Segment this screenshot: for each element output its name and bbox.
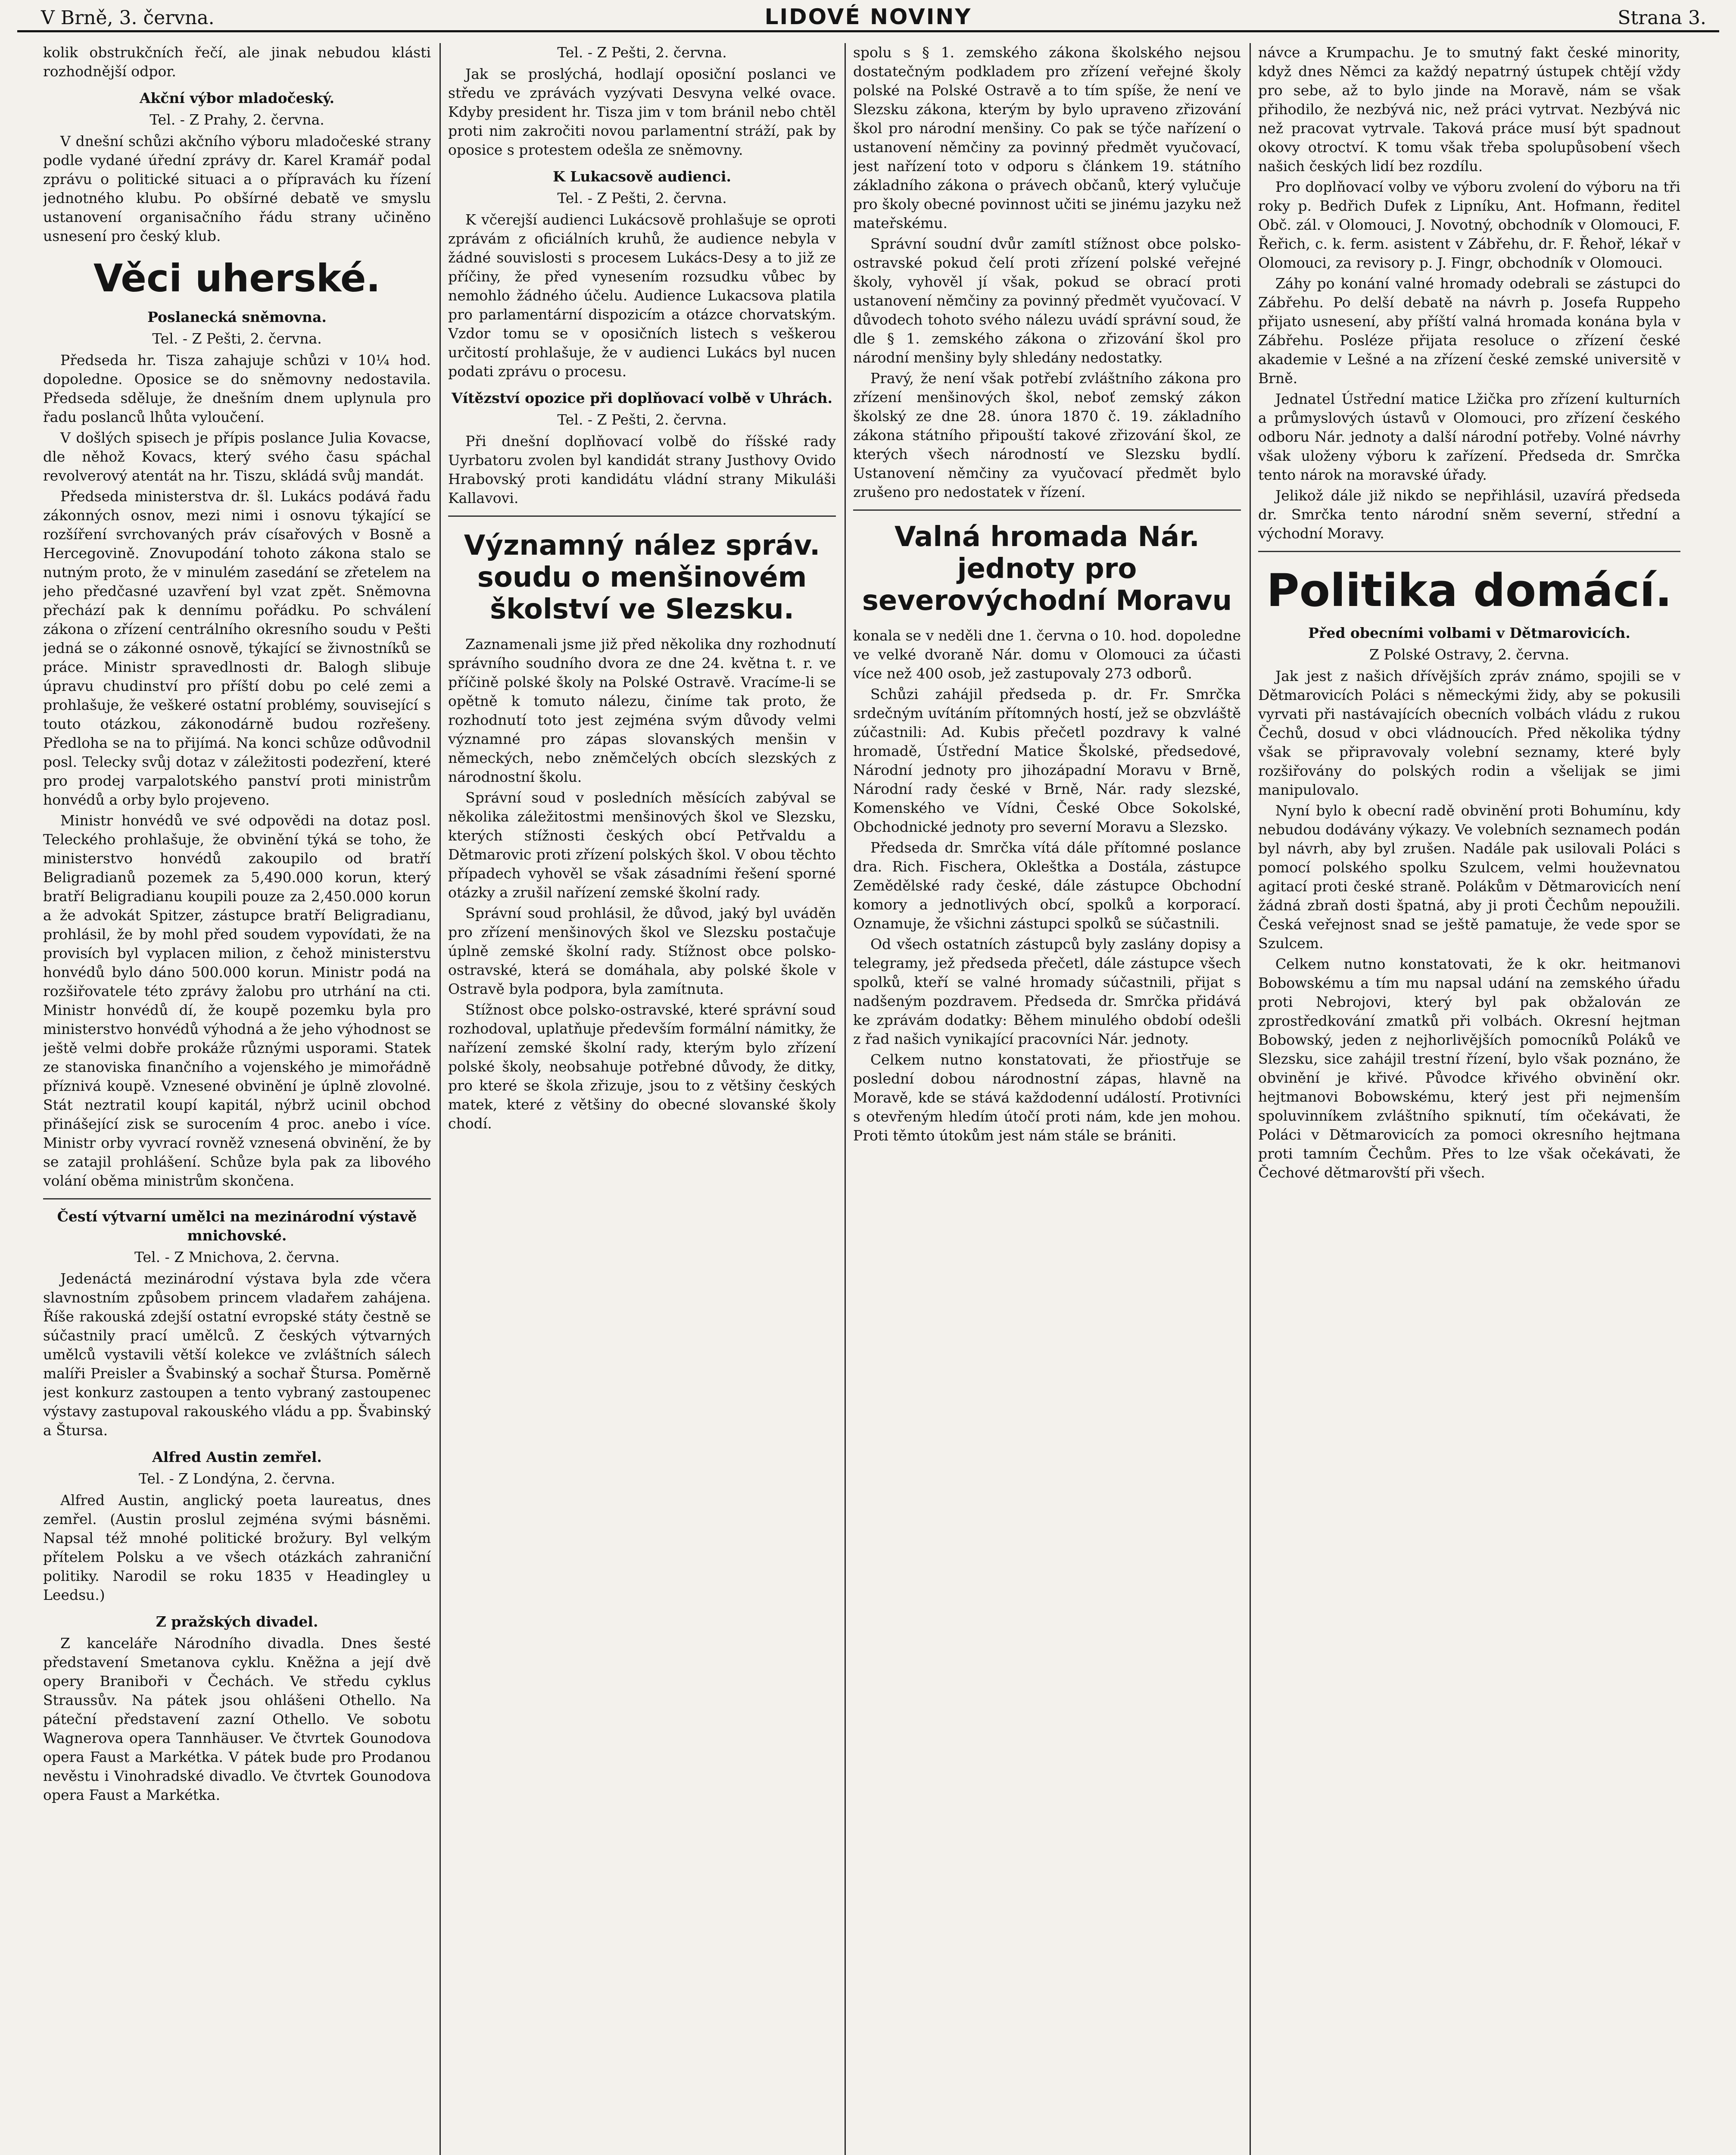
column-rule <box>1250 43 1251 2155</box>
article-heading: Vítězství opozice při doplňovací volbě v Uhrách. <box>451 390 832 406</box>
article-text: Jelikož dále již nikdo se nepřihlásil, uzavírá předseda dr. Smrčka tento národní sněm severní, střední a východní Moravy. <box>1258 487 1680 542</box>
article-text: Jak jest z našich dřívějších zpráv známo, spojili se v Dětmarovicích Poláci s německými židy, aby se pokusili vyrvati při nastávajících obecních volbách vládu z rukou Čechů, dosud v obci vládnoucích. Před několika týdny však se připravovaly volební seznamy, které byly rozšiřovány do polských rodin a všelijak se jimi manipulovalo. <box>1258 668 1680 798</box>
article-heading: Před obecními volbami v Dětmarovicích. <box>1308 625 1630 641</box>
article-heading: Čestí výtvarní umělci na mezinárodní výstavě mnichovské. <box>57 1208 417 1244</box>
article-heading: Akční výbor mladočeský. <box>139 90 335 106</box>
article-text: Předseda dr. Smrčka vítá dále přítomné poslance dra. Rich. Fischera, Okleštka a Dostála, zástupce Zemědělské rady české, dále zástupce Obchodní komory a jednotlivých obcí, spolků a korporací. Oznamuje, že všichni zástupci spolků se súčastnili. <box>853 839 1241 932</box>
article-lead: spolu s § 1. zemského zákona školského nejsou dostatečným podkladem pro zřízení veřejné školy polské na Polské Ostravě a to tím spíše, že není ve Slezsku zákona, kterým by bylo upraveno zřizování škol pro národní menšiny. Co pak se týče nařízení o ustanovení němčiny za povinný předmět vyučovací, jest nařízení toto v odporu s článkem 19. státního základního zákona o právech občanů, který vylučuje pro školy obecné povinnost učiti se jinému jazyku než mateřskému. <box>853 44 1241 231</box>
divider <box>853 509 1241 511</box>
column-1 <box>43 43 431 2155</box>
article-text: Při dnešní doplňovací volbě do říšské rady Uyrbatoru zvolen byl kandidát strany Justhovy Ovido Hrabovský proti kandidátu vládní strany Mikuláši Kallavovi. <box>448 433 836 506</box>
article-text: Jedenáctá mezinárodní výstava byla zde včera slavnostním způsobem princem vladařem zahájena. Říše rakouská zdejší ostatní evropské státy čestně se súčastnily prací umělců. Z českých výtvarných umělců vystavili větší kolekce ve zvláštních sálech malíři Preisler a Švabinský a sochař Štursa. Poměrně jest konkurz zastoupen a tento vybraný zastoupenec výstavy zastupoval rakouského vládu a pp. Švabinský a Štursa. <box>43 1270 431 1439</box>
article-lead: kolik obstrukčních řečí, ale jinak nebudou klásti rozhodnější odpor. <box>43 44 431 80</box>
masthead-title: LIDOVÉ NOVINY <box>764 4 972 29</box>
dateline: Tel. - Z Prahy, 2. června. <box>150 111 324 128</box>
article-text: Jednatel Ústřední matice Lžička pro zřízení kulturních a průmyslových ústavů v Olomouci, pro zřízení českého odboru Nár. jednoty a další národní potřeby. Volné návrhy však uloženy výboru k zařízení. Předseda dr. Smrčka tento nárok na moravské úřady. <box>1258 390 1680 483</box>
dateline: Tel. - Z Mnichova, 2. června. <box>134 1249 340 1265</box>
dateline: Tel. - Z Pešti, 2. června. <box>557 44 727 61</box>
article-text: Pro doplňovací volby ve výboru zvolení do výboru na tři roky p. Bedřich Dufek z Lipníku, Ant. Hofmann, ředitel Obč. zál. v Olomouci, J. Novotný, obchodník v Olomouci, F. Řeřich, c. k. ferm. asistent v Zábřehu, dr. F. Řehoř, lékař v Olomouci, za revisory p. J. Fingr, obchodník v Olomouci. <box>1258 178 1680 271</box>
article-headline: Valná hromada Nár. jednoty pro severovýchodní Moravu <box>862 521 1232 617</box>
column-rule <box>845 43 846 2155</box>
article-text: K včerejší audienci Lukácsově prohlašuje se oproti zprávám z oficiálních kruhů, že audience nebyla v žádné souvislosti s procesem Lukács-Desy a to již ze příčiny, že před vynesením rozsudku vůbec by nemohlo žádného účelu. Audience Lukacsova platila pro parlamentární dispozicím a otázce chorvatským. Vzdor tomu se v oposičních listech s veškerou určitostí prohlašuje, že v audienci Lukács byl nucen podati zprávu o procesu. <box>448 211 836 380</box>
article-text: Od všech ostatních zástupců byly zaslány dopisy a telegramy, jež předseda přečetl, dále zástupce všech spolků, kteří se valné hromady súčastnili, přijat s nadšeným pozdravem. Předseda dr. Smrčka přidává ke zprávám dodatky: Během minulého období odešli z řad našich vynikající pracovníci Nár. jednoty. <box>853 936 1241 1047</box>
column-4 <box>1258 43 1680 2155</box>
article-lead: návce a Krumpachu. Je to smutný fakt české minority, když dnes Němci za každý nepatrný ústupek chtějí vždy pro sebe, až to bylo jinde na Moravě, nám se však přihodilo, že nezbývá nic, než práci vytrvat. Nezbývá nic než pracovat vytrvale. Taková práce musí být spadnout okovy otroctví. K tomu však třeba spolupůsobení všech našich českých lidí bez rozdílu. <box>1258 44 1680 175</box>
masthead-date: V Brně, 3. června. <box>41 7 215 29</box>
article-text: Zaznamenali jsme již před několika dny rozhodnutí správního soudního dvora ze dne 24. května t. r. ve příčině polské školy na Polské Ostravě. Vracíme-li se opětně k tomuto nálezu, činíme tak proto, že rozhodnutí toto jest zejména svým důvody velmi významné pro zápas slovanských menšin v německých, nebo zněmčelých obcích slezských z národnostní školu. <box>448 636 836 785</box>
article-text: Záhy po konání valné hromady odebrali se zástupci do Zábřehu. Po delší debatě na návrh p. Josefa Ruppeho přijato usnesení, aby příští valná hromada konána byla v Zábřehu. Posléze přijata resoluce o zřízení české akademie v Lešné a na zřízení české zemské universitě v Brně. <box>1258 275 1680 387</box>
masthead-page-number: Strana 3. <box>1618 7 1706 29</box>
divider <box>43 1198 431 1199</box>
article-text: Celkem nutno konstatovati, že přiostřuje se poslední dobou národnostní zápas, hlavně na Moravě, kde se stává každodenní událostí. Protivníci s otevřeným hledím útočí proti nám, kde jen mohou. Proti těmto útokům jest nám stále se brániti. <box>853 1051 1241 1144</box>
divider <box>448 515 836 517</box>
article-text: Ministr honvédů ve své odpovědi na dotaz posl. Teleckého prohlašuje, že obvinění týká se toho, že ministerstvo honvédů zakoupilo od bratří Beligradianů pozemek za 5,490.000 korun, který bratří Beligradianu koupili pouze za 2,450.000 korun a že advokát Spitzer, zástupce bratří Beligradianu, prohlásil, že by mohl před soudem vypovídati, že na provisích byl vyplacen milion, z čehož ministerstvu honvédů bylo dáno 500.000 korun. Ministr podá na rozšiřovatele této zprávy žalobu pro utrhání na cti. Ministr honvédů dí, že koupě pozemku byla pro ministerstvo honvédů výhodná a že jeho výhodnost se ještě velmi dobře prokáže různými usporami. Statek ze stanoviska finančního a vojenského je mimořádně příznivá koupě. Vznesené obvinění je úplně zlovolné. Stát neztratil koupí kapitál, nýbrž ucinil obchod přinášející zisk se surocením 4 proc. anebo i více. Ministr orby vyvrací rovněž vznesená obvinění, že by se zatajil prohlášení. Schůze byla pak za libového volání oběma ministrům skončena. <box>43 812 431 1189</box>
article-heading: K Lukacsově audienci. <box>552 168 732 185</box>
article-text: konala se v neděli dne 1. června o 10. hod. dopoledne ve velké dvoraně Nár. domu v Olomouci za účasti více než 400 osob, jež zastupovaly 273 odborů. <box>853 627 1241 682</box>
article-text: Správní soud prohlásil, že důvod, jaký byl uváděn pro zřízení menšinových škol ve Slezsku postačuje úplně zemské školní rady. Stížnost obce polsko-ostravské, která se domáhala, aby polské škole v Ostravě byla podpora, byla zamítnuta. <box>448 905 836 997</box>
article-text: V došlých spisech je přípis poslance Julia Kovacse, dle něhož Kovacs, který svého času spáchal revolverový atentát na hr. Tiszu, skládá svůj mandát. <box>43 429 431 484</box>
column-3 <box>853 43 1241 2155</box>
dateline: Tel. - Z Londýna, 2. června. <box>138 1470 336 1487</box>
article-text: Celkem nutno konstatovati, že k okr. heitmanovi Bobowskému a tím mu napsal udání na zemského úřadu proti Nebrojovi, který byl pak obžalován ze zprostředkování zmatků při volbách. Okresní hejtman Bobowský, jeden z nejhorlivějších pomocníků Poláků ve Slezsku, sice zahájil trestní řízení, bylo však poznáno, že obvinění je křivé. Původce křivého obvinění okr. hejtmanovi Bobowskému, který jest při nejmenším spoluvinníkem zvláštního spiknutí, tím očekávati, že Poláci v Dětmarovicích za pomoci okresního hejtmana proti tamním Čechům. Přes to lze však očekávati, že Čechové dětmarovští při všech. <box>1258 956 1680 1181</box>
section-title: Politika domácí. <box>1266 564 1672 617</box>
article-text: Schůzi zahájil předseda p. dr. Fr. Smrčka srdečným uvítáním přítomných hostí, jež se obzvláště zúčastnili: Ad. Kubis přečetl pozdravy k valné hromadě, Ústřední Matice Školské, předsedové, Národní jednoty pro jihozápadní Moravu v Brně, Národní rady české v Brně, Nár. rady slezské, Komenského ve Vídni, České Obce Sokolské, Obchodnické jednoty pro severní Moravu a Slezsko. <box>853 686 1241 835</box>
article-text: Alfred Austin, anglický poeta laureatus, dnes zemřel. (Austin proslul zejména svými básněmi. Napsal též mnohé politické brožury. Byl velkým přítelem Polsku a ve všech otázkách zahraniční politiky. Narodil se roku 1835 v Headingley u Leedsu.) <box>43 1492 431 1603</box>
article-text: V dnešní schůzi akčního výboru mladočeské strany podle vydané úřední zprávy dr. Karel Kramář podal zprávu o politické situaci a o přípravách ku řízení jednotného klubu. Po obšírné debatě ve smyslu ustanovení organisačního řádu strany učiněno usnesení pro český klub. <box>43 133 431 244</box>
newspaper-page <box>17 0 1719 2155</box>
divider <box>1258 551 1680 552</box>
article-text: Pravý, že není však potřebí zvláštního zákona pro zřízení menšinových škol, neboť zemský zákon školský ze dne 28. února 1870 č. 19. základního zákona státního připouští takové zřizování škol, ze kterých všech národností ve Slezsku bydlí. Ustanovení němčiny za vyučovací předmět bylo zrušeno pro nedostatek v řízení. <box>853 370 1241 500</box>
dateline: Tel. - Z Pešti, 2. června. <box>152 330 322 347</box>
article-text: Z kanceláře Národního divadla. Dnes šesté představení Smetanova cyklu. Kněžna a její dvě opery Braniboři v Čechách. Ve středu cyklus Straussův. Na pátek jsou ohlášeni Othello. Na páteční představení zazní Othello. Ve sobotu Wagnerova opera Tannhäuser. Ve čtvrtek Gounodova opera Faust a Markétka. V pátek bude pro Prodanou nevěstu i Vinohradské divadlo. Ve čtvrtek Gounodova opera Faust a Markétka. <box>43 1635 431 1803</box>
article-heading: Poslanecká sněmovna. <box>147 309 327 325</box>
article-text: Předseda hr. Tisza zahajuje schůzi v 10¼ hod. dopoledne. Oposice se do sněmovny nedostavila. Předseda sděluje, že dnešním dnem uplynula pro řadu poslanců lhůta vyloučení. <box>43 352 431 425</box>
article-text: Nyní bylo k obecní radě obvinění proti Bohumínu, kdy nebudou dodávány výkazy. Ve volebních seznamech podán byl návrh, aby byl zrušen. Nadále pak usilovali Poláci s pomocí polského spolku Szulcem, velmi houževnatou agitací proti české straně. Polákům v Dětmarovicích není žádná zbraň dosti špatná, aby ji proti Čechům nepoužili. Česká veřejnost snad se ještě pamatuje, že vede spor se Szulcem. <box>1258 802 1680 952</box>
masthead <box>17 4 1719 32</box>
dateline: Tel. - Z Pešti, 2. června. <box>557 190 727 206</box>
article-text: Správní soudní dvůr zamítl stížnost obce polsko-ostravské pokud čelí proti zřízení polské veřejné školy, vyhověl jí však, pokud se obrací proti ustanovení němčiny za povinný předmět vyučovací. V důvodech tohoto svého nálezu uvádí správní soud, že dle § 1. zemského zákona o zřizování škol pro národní menšiny byly shledány nedostatky. <box>853 235 1241 366</box>
dateline: Tel. - Z Pešti, 2. června. <box>557 411 727 428</box>
article-heading: Alfred Austin zemřel. <box>152 1449 322 1465</box>
section-title: Věci uherské. <box>94 256 380 300</box>
article-text: Správní soud v posledních měsících zabýval se několika záležitostmi menšinových škol ve Slezsku, kterých stížnosti českých obcí Petřvaldu a Dětmarovic proti zřízení polských škol. V obou těchto případech vyhověl se však zásadními řešení sporné otázky a zrušil nařízení zemské školní rady. <box>448 789 836 901</box>
article-heading: Z pražských divadel. <box>156 1613 318 1630</box>
article-text: Jak se proslýchá, hodlají oposiční poslanci ve středu ve zprávách vyzývati Desvyna velké ovace. Kdyby president hr. Tisza jim v tom bránil nebo chtěl proti nim zakročiti novou parlamentní stráží, pak by oposice s protestem odešla ze sněmovny. <box>448 66 836 158</box>
column-2 <box>448 43 836 2155</box>
dateline: Z Polské Ostravy, 2. června. <box>1369 646 1570 663</box>
article-text: Předseda ministerstva dr. šl. Lukács podává řadu zákonných osnov, mezi nimi i osnovu týkající se rozšíření svrchovaných práv císařových v Bosně a Hercegovině. Znovupodání tohoto zákona stalo se nutným proto, že v minulém zasedání se zřetelem na jeho předčasné uzavření byl vzat zpět. Sněmovna přechází pak k dennímu pořádku. Po schválení zákona o zřízení centrálního okresního soudu v Pešti jedná se o zákonné osnově, týkající se živnostníků se práce. Ministr spravedlnosti dr. Balogh slibuje úpravu chudinství pro příští dobu po celé zemi a prohlašuje, že veškeré ostatní problémy, související s touto otázkou, zákonodárně budou rozřešeny. Předloha se na to přijímá. Na konci schůze odůvodnil posl. Telecky svůj dotaz v záležitosti podezření, které pro prodej varpalotského panství proti ministrům honvédů a orby bylo projeveno. <box>43 488 431 808</box>
article-headline: Významný nález správ. soudu o menšinovém školství ve Slezsku. <box>464 530 820 625</box>
article-text: Stížnost obce polsko-ostravské, které správní soud rozhodoval, uplatňuje především formální námitky, že nařízení zemské školní rady, kterým bylo zřízení polské školy, neobsahuje potřebné důvody, že ditky, pro které se škola zřizuje, jsou to z většiny českých matek, které z většiny do obecné slovanské školy chodí. <box>448 1001 836 1132</box>
column-rule <box>439 43 441 2155</box>
